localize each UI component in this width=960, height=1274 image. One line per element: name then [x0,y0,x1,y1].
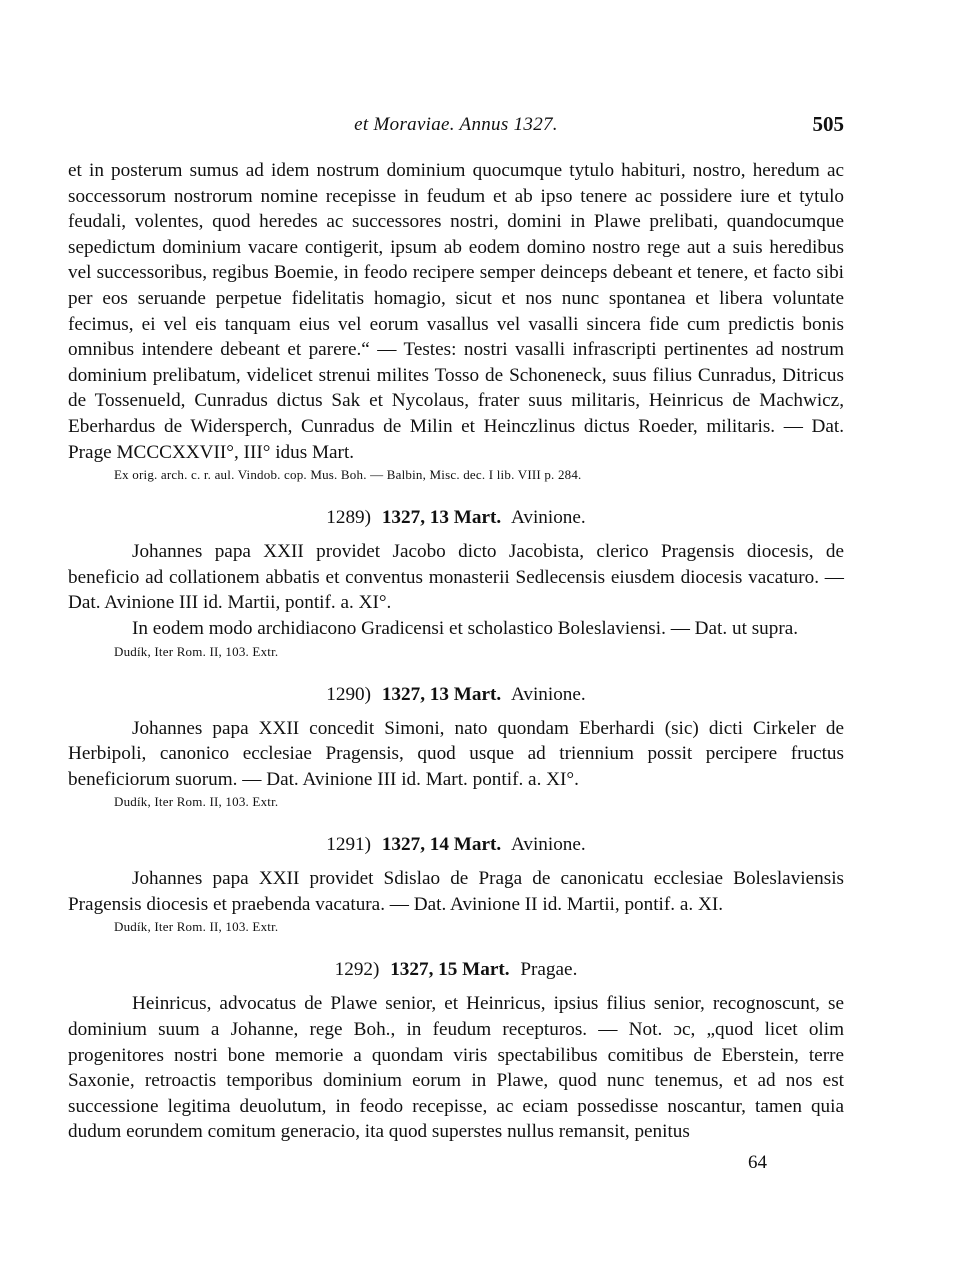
continuation-paragraph: et in posterum sumus ad idem nostrum dominium quocumque tytulo habituri, nostro, heredum ac soccessorum nostrorum nomine recepisse in feudum et ab ipso tenere ac possidere iure et tytulo feudali, volentes, quod heredes ac successores nostri, domini in Plawe prelibati, quandocumque sepedictum dominium vacare contigerit, ipsum ab eodem domino nostro rege aut a suis heredibus vel successoribus, regibus Boemie, in feodo recipere semper deinceps debeant et tenere, et facto sibi per eos seruande perpetue fidelitatis homagio, sicut et nos nunc spontanea et libera voluntate fecimus, ei vel eis tanquam eius vel eorum vasallus vel vasalli sincera fide cum predictis bonis omnibus intendere debeant et parere.“ — Testes: nostri vasalli infrascripti pertinentes ad nostrum dominium prelibatum, videlicet strenui milites Tosso de Schoneneck, suus filius Cunradus, Ditricus de Tossenueld, Cunradus dictus Sak et Nycolaus, frater suus militaris, Heinricus de Machwicz, Eberhardus de Widersperch, Cunradus de Milin et Heinczlinus dictus Roeder, militaris. — Dat. Prage MCCCXXVII°, III° idus Mart. [68,160,844,463]
entry-number: 1291) [326,834,372,856]
entry-date: 1327, 14 Mart. [381,834,502,856]
continuation-source-note: Ex orig. arch. c. r. aul. Vindob. cop. Mus. Boh. — Balbin, Misc. dec. I lib. VIII p. 284. [114,467,582,483]
entry-date: 1327, 15 Mart. [390,959,510,981]
entry-source-note: Dudík, Iter Rom. II, 103. Extr. [114,643,279,659]
entry-place: Pragae. [520,959,578,981]
entry-date: 1327, 13 Mart. [381,507,502,529]
page-number: 505 [812,112,844,136]
running-header [68,112,844,140]
entry-paragraph: Johannes papa XXII providet Sdislao de Praga de canonicatu ecclesiae Boleslaviensis Pragensis diocesis et praebenda vacatura. — Dat. Avinione II id. Martii, pontif. a. XI. [68,868,844,915]
entry-number: 1290) [326,683,372,705]
entry-place: Avinione. [510,507,586,529]
entry-place: Avinione. [510,683,586,705]
entry-date: 1327, 13 Mart. [381,683,502,705]
entry-source-note: Dudík, Iter Rom. II, 103. Extr. [114,794,279,810]
page-body [68,158,844,1145]
entry-number: 1292) [334,959,380,981]
entry-heading [68,957,844,983]
entry-heading [68,505,844,531]
entry-place: Avinione. [510,834,586,856]
entry-paragraph: Johannes papa XXII concedit Simoni, nato quondam Eberhardi (sic) dicti Cirkeler de Herbipoli, canonico ecclesiae Pragensis, quod usque ad triennium possit percipere fructus beneficiorum suorum. — Dat. Avinione III id. Mart. pontif. a. XI°. [68,717,844,790]
entry-number: 1289) [326,507,372,529]
entry-paragraph: In eodem modo archidiacono Gradicensi et scholastico Boleslaviensi. — Dat. ut supra. [132,617,799,639]
entry-paragraph: Heinricus, advocatus de Plawe senior, et Heinricus, ipsius filius senior, recognoscunt, se dominium suum a Johanne, rege Boh., in feudum recepturos. — Not. ɔc, „quod licet olim progenitores nostri bone memorie a quondam viris spectabilibus comitibus de Eberstein, terre Saxonie, retroactis temporibus dominium eorum in Plawe, quod nunc tenemus, et ad nos est successione legitima deuolutum, in feodo recepisse, ac eciam possedisse noscantur, tamen quia dudum eorundem comitum generacio, ita quod superstes nullus remansit, penitus [68,993,844,1143]
entry-source-note: Dudík, Iter Rom. II, 103. Extr. [114,919,279,935]
running-title: et Moraviae. Annus 1327. [354,114,558,135]
entry-heading [68,832,844,858]
entry-heading [68,682,844,708]
entry-paragraph: Johannes papa XXII providet Jacobo dicto Jacobista, clerico Pragensis diocesis, de beneficio ad collationem abbatis et conventus monasterii Sedlecensis eiusdem diocesis vacaturo. — Dat. Avinione III id. Martii, pontif. a. XI°. [68,541,844,614]
sheet-signature: 64 [748,1152,767,1173]
